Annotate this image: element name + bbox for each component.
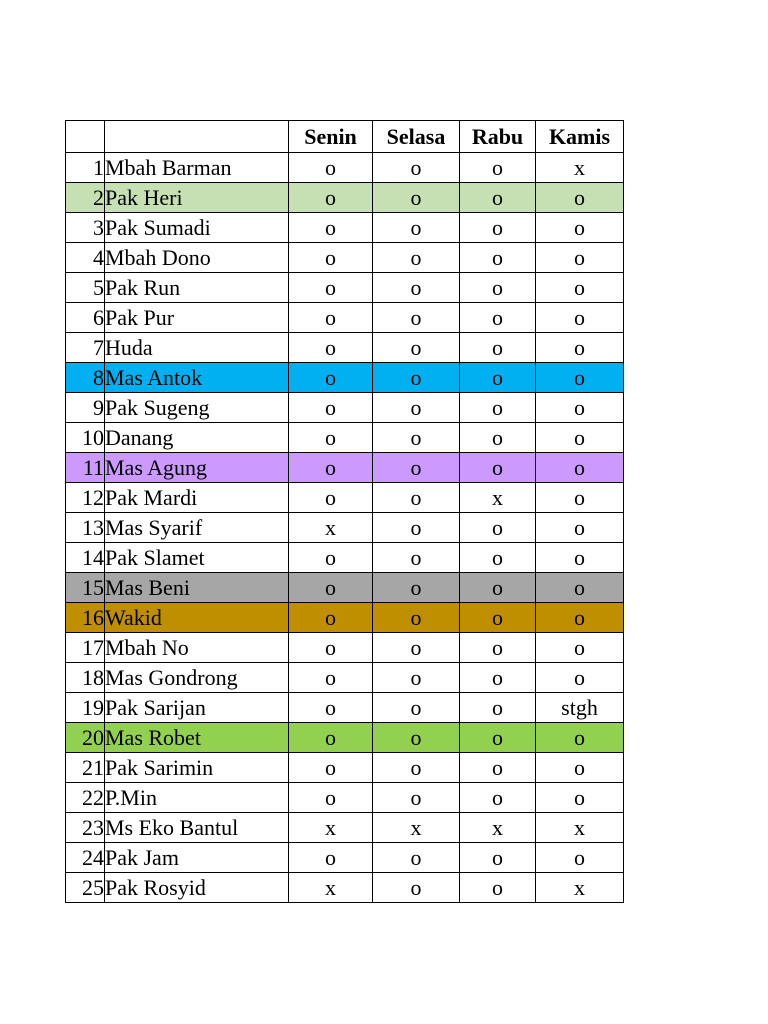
mark-senin: o bbox=[289, 333, 373, 363]
mark-selasa: o bbox=[373, 453, 460, 483]
table-row bbox=[66, 873, 624, 903]
row-number: 18 bbox=[66, 663, 105, 693]
mark-kamis: o bbox=[536, 213, 624, 243]
table-row bbox=[66, 243, 624, 273]
row-name: Mas Beni bbox=[105, 573, 289, 603]
row-name: Pak Sumadi bbox=[105, 213, 289, 243]
mark-kamis: o bbox=[536, 333, 624, 363]
table-body bbox=[66, 153, 624, 903]
mark-kamis: stgh bbox=[536, 693, 624, 723]
table-row bbox=[66, 393, 624, 423]
mark-selasa: x bbox=[373, 813, 460, 843]
mark-rabu: o bbox=[460, 753, 536, 783]
mark-selasa: o bbox=[373, 663, 460, 693]
mark-kamis: o bbox=[536, 303, 624, 333]
row-number: 19 bbox=[66, 693, 105, 723]
mark-selasa: o bbox=[373, 783, 460, 813]
header-num bbox=[66, 121, 105, 153]
row-name: P.Min bbox=[105, 783, 289, 813]
header-rabu: Rabu bbox=[460, 121, 536, 153]
table-row bbox=[66, 363, 624, 393]
table-row bbox=[66, 153, 624, 183]
mark-senin: o bbox=[289, 633, 373, 663]
mark-kamis: x bbox=[536, 813, 624, 843]
row-number: 23 bbox=[66, 813, 105, 843]
mark-rabu: o bbox=[460, 363, 536, 393]
mark-selasa: o bbox=[373, 753, 460, 783]
header-senin: Senin bbox=[289, 121, 373, 153]
row-name: Mas Robet bbox=[105, 723, 289, 753]
table-row bbox=[66, 633, 624, 663]
mark-selasa: o bbox=[373, 213, 460, 243]
table-row bbox=[66, 693, 624, 723]
mark-senin: o bbox=[289, 663, 373, 693]
mark-selasa: o bbox=[373, 513, 460, 543]
table-row bbox=[66, 783, 624, 813]
row-name: Mbah Dono bbox=[105, 243, 289, 273]
mark-kamis: o bbox=[536, 513, 624, 543]
mark-kamis: o bbox=[536, 783, 624, 813]
mark-selasa: o bbox=[373, 273, 460, 303]
mark-selasa: o bbox=[373, 423, 460, 453]
mark-senin: o bbox=[289, 153, 373, 183]
mark-kamis: o bbox=[536, 663, 624, 693]
mark-senin: o bbox=[289, 603, 373, 633]
row-name: Ms Eko Bantul bbox=[105, 813, 289, 843]
mark-rabu: o bbox=[460, 213, 536, 243]
row-name: Mas Agung bbox=[105, 453, 289, 483]
mark-kamis: o bbox=[536, 573, 624, 603]
row-number: 12 bbox=[66, 483, 105, 513]
row-number: 13 bbox=[66, 513, 105, 543]
mark-kamis: o bbox=[536, 183, 624, 213]
mark-rabu: o bbox=[460, 693, 536, 723]
table-row bbox=[66, 213, 624, 243]
mark-rabu: o bbox=[460, 723, 536, 753]
mark-rabu: o bbox=[460, 303, 536, 333]
mark-rabu: x bbox=[460, 813, 536, 843]
row-number: 21 bbox=[66, 753, 105, 783]
mark-rabu: o bbox=[460, 783, 536, 813]
mark-senin: o bbox=[289, 693, 373, 723]
table-row bbox=[66, 513, 624, 543]
mark-rabu: o bbox=[460, 393, 536, 423]
table-row bbox=[66, 303, 624, 333]
mark-senin: o bbox=[289, 363, 373, 393]
row-number: 5 bbox=[66, 273, 105, 303]
mark-senin: o bbox=[289, 393, 373, 423]
mark-kamis: o bbox=[536, 753, 624, 783]
row-number: 2 bbox=[66, 183, 105, 213]
table-row bbox=[66, 813, 624, 843]
row-name: Mas Syarif bbox=[105, 513, 289, 543]
mark-senin: o bbox=[289, 753, 373, 783]
table-row bbox=[66, 453, 624, 483]
mark-rabu: o bbox=[460, 663, 536, 693]
row-name: Pak Heri bbox=[105, 183, 289, 213]
mark-rabu: o bbox=[460, 573, 536, 603]
table-row bbox=[66, 603, 624, 633]
mark-senin: o bbox=[289, 243, 373, 273]
table-row bbox=[66, 423, 624, 453]
mark-kamis: o bbox=[536, 273, 624, 303]
mark-selasa: o bbox=[373, 543, 460, 573]
mark-selasa: o bbox=[373, 873, 460, 903]
mark-senin: o bbox=[289, 213, 373, 243]
mark-kamis: o bbox=[536, 453, 624, 483]
row-number: 1 bbox=[66, 153, 105, 183]
row-number: 17 bbox=[66, 633, 105, 663]
mark-rabu: o bbox=[460, 843, 536, 873]
mark-kamis: o bbox=[536, 423, 624, 453]
row-number: 11 bbox=[66, 453, 105, 483]
row-number: 4 bbox=[66, 243, 105, 273]
row-number: 15 bbox=[66, 573, 105, 603]
mark-selasa: o bbox=[373, 573, 460, 603]
row-name: Pak Sugeng bbox=[105, 393, 289, 423]
mark-selasa: o bbox=[373, 153, 460, 183]
row-number: 20 bbox=[66, 723, 105, 753]
mark-rabu: o bbox=[460, 513, 536, 543]
row-name: Huda bbox=[105, 333, 289, 363]
mark-selasa: o bbox=[373, 723, 460, 753]
header-selasa: Selasa bbox=[373, 121, 460, 153]
row-name: Pak Rosyid bbox=[105, 873, 289, 903]
row-name: Pak Slamet bbox=[105, 543, 289, 573]
row-number: 16 bbox=[66, 603, 105, 633]
mark-kamis: o bbox=[536, 363, 624, 393]
header-name bbox=[105, 121, 289, 153]
table-row bbox=[66, 333, 624, 363]
row-number: 22 bbox=[66, 783, 105, 813]
mark-kamis: o bbox=[536, 603, 624, 633]
mark-selasa: o bbox=[373, 363, 460, 393]
row-name: Pak Jam bbox=[105, 843, 289, 873]
mark-kamis: o bbox=[536, 843, 624, 873]
mark-kamis: o bbox=[536, 633, 624, 663]
header-kamis: Kamis bbox=[536, 121, 624, 153]
row-name: Mbah Barman bbox=[105, 153, 289, 183]
row-name: Mas Gondrong bbox=[105, 663, 289, 693]
mark-rabu: o bbox=[460, 543, 536, 573]
mark-kamis: o bbox=[536, 483, 624, 513]
mark-rabu: o bbox=[460, 453, 536, 483]
mark-rabu: o bbox=[460, 603, 536, 633]
mark-rabu: o bbox=[460, 873, 536, 903]
mark-senin: o bbox=[289, 573, 373, 603]
row-name: Mbah No bbox=[105, 633, 289, 663]
mark-senin: o bbox=[289, 483, 373, 513]
row-number: 6 bbox=[66, 303, 105, 333]
mark-selasa: o bbox=[373, 333, 460, 363]
table-row bbox=[66, 543, 624, 573]
mark-selasa: o bbox=[373, 243, 460, 273]
mark-selasa: o bbox=[373, 603, 460, 633]
mark-selasa: o bbox=[373, 393, 460, 423]
mark-rabu: o bbox=[460, 153, 536, 183]
mark-kamis: o bbox=[536, 393, 624, 423]
row-name: Danang bbox=[105, 423, 289, 453]
mark-rabu: o bbox=[460, 243, 536, 273]
mark-senin: o bbox=[289, 453, 373, 483]
row-number: 14 bbox=[66, 543, 105, 573]
table-row bbox=[66, 573, 624, 603]
row-name: Pak Run bbox=[105, 273, 289, 303]
table-header bbox=[66, 121, 624, 153]
mark-rabu: o bbox=[460, 333, 536, 363]
mark-rabu: x bbox=[460, 483, 536, 513]
mark-rabu: o bbox=[460, 183, 536, 213]
mark-selasa: o bbox=[373, 693, 460, 723]
mark-senin: o bbox=[289, 843, 373, 873]
mark-senin: o bbox=[289, 723, 373, 753]
header-row bbox=[66, 121, 624, 153]
attendance-table bbox=[65, 120, 624, 903]
row-number: 3 bbox=[66, 213, 105, 243]
row-name: Pak Sarimin bbox=[105, 753, 289, 783]
row-number: 9 bbox=[66, 393, 105, 423]
mark-kamis: x bbox=[536, 873, 624, 903]
table-row bbox=[66, 753, 624, 783]
mark-rabu: o bbox=[460, 273, 536, 303]
table-row bbox=[66, 183, 624, 213]
mark-selasa: o bbox=[373, 843, 460, 873]
row-name: Pak Sarijan bbox=[105, 693, 289, 723]
row-name: Wakid bbox=[105, 603, 289, 633]
row-number: 24 bbox=[66, 843, 105, 873]
mark-selasa: o bbox=[373, 483, 460, 513]
table-row bbox=[66, 483, 624, 513]
mark-selasa: o bbox=[373, 303, 460, 333]
mark-senin: o bbox=[289, 273, 373, 303]
mark-kamis: o bbox=[536, 243, 624, 273]
mark-senin: o bbox=[289, 303, 373, 333]
mark-senin: x bbox=[289, 873, 373, 903]
row-name: Mas Antok bbox=[105, 363, 289, 393]
row-number: 25 bbox=[66, 873, 105, 903]
row-number: 10 bbox=[66, 423, 105, 453]
table-row bbox=[66, 843, 624, 873]
mark-senin: o bbox=[289, 423, 373, 453]
mark-kamis: o bbox=[536, 543, 624, 573]
mark-kamis: o bbox=[536, 723, 624, 753]
row-number: 8 bbox=[66, 363, 105, 393]
mark-selasa: o bbox=[373, 633, 460, 663]
mark-selasa: o bbox=[373, 183, 460, 213]
mark-senin: x bbox=[289, 813, 373, 843]
row-number: 7 bbox=[66, 333, 105, 363]
mark-senin: o bbox=[289, 183, 373, 213]
table-row bbox=[66, 663, 624, 693]
mark-senin: x bbox=[289, 513, 373, 543]
table-row bbox=[66, 273, 624, 303]
table-row bbox=[66, 723, 624, 753]
mark-senin: o bbox=[289, 783, 373, 813]
mark-senin: o bbox=[289, 543, 373, 573]
mark-rabu: o bbox=[460, 633, 536, 663]
mark-kamis: x bbox=[536, 153, 624, 183]
row-name: Pak Pur bbox=[105, 303, 289, 333]
row-name: Pak Mardi bbox=[105, 483, 289, 513]
mark-rabu: o bbox=[460, 423, 536, 453]
